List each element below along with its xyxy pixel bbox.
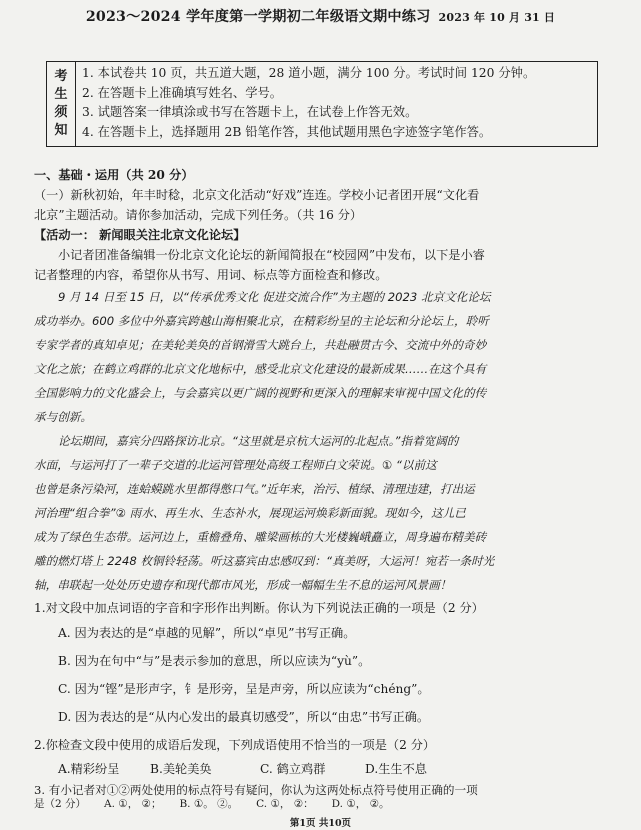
question-2-option-d: D.生生不息 <box>365 762 427 776</box>
news-line: 成为了绿色生态带。运河边上，重檐叠角、雕梁画栋的大光楼巍峨矗立，周身遍布精美砖 <box>34 530 487 544</box>
news-line: 河治理“组合拳”② 雨水、再生水、生态补水，展现运河焕彩新面貌。现如今，这儿已 <box>34 506 466 520</box>
notice-item: 1. 本试卷共 10 页，共五道大题，28 道小题，满分 100 分。考试时间 120 分钟。 <box>82 66 536 80</box>
news-line: 专家学者的真知卓见；在美轮美奂的首钢滑雪大跳台上，共赴融贯古今、交流中外的奇妙 <box>34 338 487 352</box>
question-3-stem-line2: 是（2 分） <box>34 798 87 810</box>
question-3-option-b: B. ①。 ②。 <box>179 798 239 810</box>
notice-items <box>76 62 597 146</box>
question-2-option-a: A.精彩纷呈 <box>58 762 120 776</box>
question-3-option-a: A. ①， ②； <box>104 798 162 810</box>
intro-line: 北京”主题活动。请你参加活动，完成下列任务。（共 16 分） <box>34 208 363 222</box>
news-line: 文化之旅；在鹤立鸡群的北京文化地标中，感受北京文化建设的最新成果……在这个具有 <box>34 362 487 376</box>
question-3-option-d: D. ①， ②。 <box>331 798 390 810</box>
question-3-stem: 3. 有小记者对①②两处使用的标点符号有疑问，你认为这两处标点符号使用正确的一项 <box>34 783 478 797</box>
intro-line: （一）新秋初始，年丰时稔，北京文化活动“好戏”连连。学校小记者团开展“文化看 <box>34 188 480 202</box>
question-1-option-a: A. 因为表达的是“卓越的见解”，所以“卓见”书写正确。 <box>58 626 356 640</box>
notice-box <box>46 61 598 147</box>
page-title <box>0 6 641 26</box>
news-line: 成功举办。600 多位中外嘉宾跨越山海相聚北京，在精彩纷呈的主论坛和分论坛上，聆听 <box>34 314 489 328</box>
question-1-option-d: D. 因为表达的是“从内心发出的最真切感受”，所以“由忠”书写正确。 <box>58 710 430 724</box>
exam-date: 2023 年 10 月 31 日 <box>438 11 556 24</box>
news-line: 雕的燃灯塔上 2248 枚铜铃轻荡。听这嘉宾由忠感叹到：“真美呀，大运河！宛若一条时光 <box>34 554 495 568</box>
activity-heading: 【活动一： 新闻眼关注北京文化论坛】 <box>34 228 246 242</box>
news-line: 论坛期间，嘉宾分四路探访北京。“这里就是京杭大运河的北起点。”指着宽阔的 <box>58 434 459 448</box>
notice-label-char: 须 <box>54 105 68 120</box>
page-footer: 第1页 共10页 <box>289 818 352 829</box>
question-1-option-c: C. 因为“铿”是形声字，钅是形旁，呈是声旁，所以应读为“chéng”。 <box>58 682 430 696</box>
notice-label-char: 知 <box>54 123 68 138</box>
notice-item: 4. 在答题卡上，选择题用 2B 铅笔作答，其他试题用黑色字迹签字笔作答。 <box>82 124 492 139</box>
intro-paragraph-line: 记者整理的内容，希望你从书写、用词、标点等方面检查和修改。 <box>34 268 388 282</box>
news-line: 承与创新。 <box>34 410 92 424</box>
news-line: 轴，串联起一处处历史遗存和现代都市风光，形成一幅幅生生不息的运河风景画！ <box>34 578 452 592</box>
notice-label <box>47 62 76 146</box>
news-line: 水面，与运河打了一辈子交道的北运河管理处高级工程师白文荣说。① “以前这 <box>34 458 437 472</box>
notice-label-char: 生 <box>54 87 68 102</box>
question-1-stem: 1.对文段中加点词语的字音和字形作出判断。你认为下列说法正确的一项是（2 分） <box>34 601 484 615</box>
section-heading: 一、基础・运用（共 20 分） <box>34 168 194 182</box>
notice-item: 3. 试题答案一律填涂或书写在答题卡上，在试卷上作答无效。 <box>82 105 418 119</box>
question-1-option-b: B. 因为在句中“与”是表示参加的意思，所以应读为“yù”。 <box>58 654 371 668</box>
notice-label-char: 考 <box>54 69 68 84</box>
intro-paragraph-line: 小记者团准备编辑一份北京文化论坛的新闻简报在“校园网”中发布，以下是小睿 <box>58 248 485 262</box>
notice-item: 2. 在答题卡上准确填写姓名、学号。 <box>82 85 283 100</box>
question-2-stem: 2.你检查文段中使用的成语后发现，下列成语使用不恰当的一项是（2 分） <box>34 738 436 752</box>
exam-title: 2023～2024 学年度第一学期初二年级语文期中练习 <box>85 9 431 25</box>
question-2-option-b: B.美轮美奂 <box>150 762 212 776</box>
question-3-option-c: C. ①， ②： <box>256 798 314 810</box>
question-3-options <box>34 796 390 811</box>
question-2-option-c: C. 鹤立鸡群 <box>260 762 326 776</box>
news-line: 全国影响力的文化盛会上，与会嘉宾以更广阔的视野和更深入的理解来审视中国文化的传 <box>34 386 487 400</box>
news-line: 9 月 14 日至 15 日，以“传承优秀文化 促进交流合作”为主题的 2023 北京文化论坛 <box>58 290 491 304</box>
news-line: 也曾是条污染河，连蛤蟆跳水里都得憋口气。”近年来，治污、植绿、清理违建，打出运 <box>34 482 475 496</box>
